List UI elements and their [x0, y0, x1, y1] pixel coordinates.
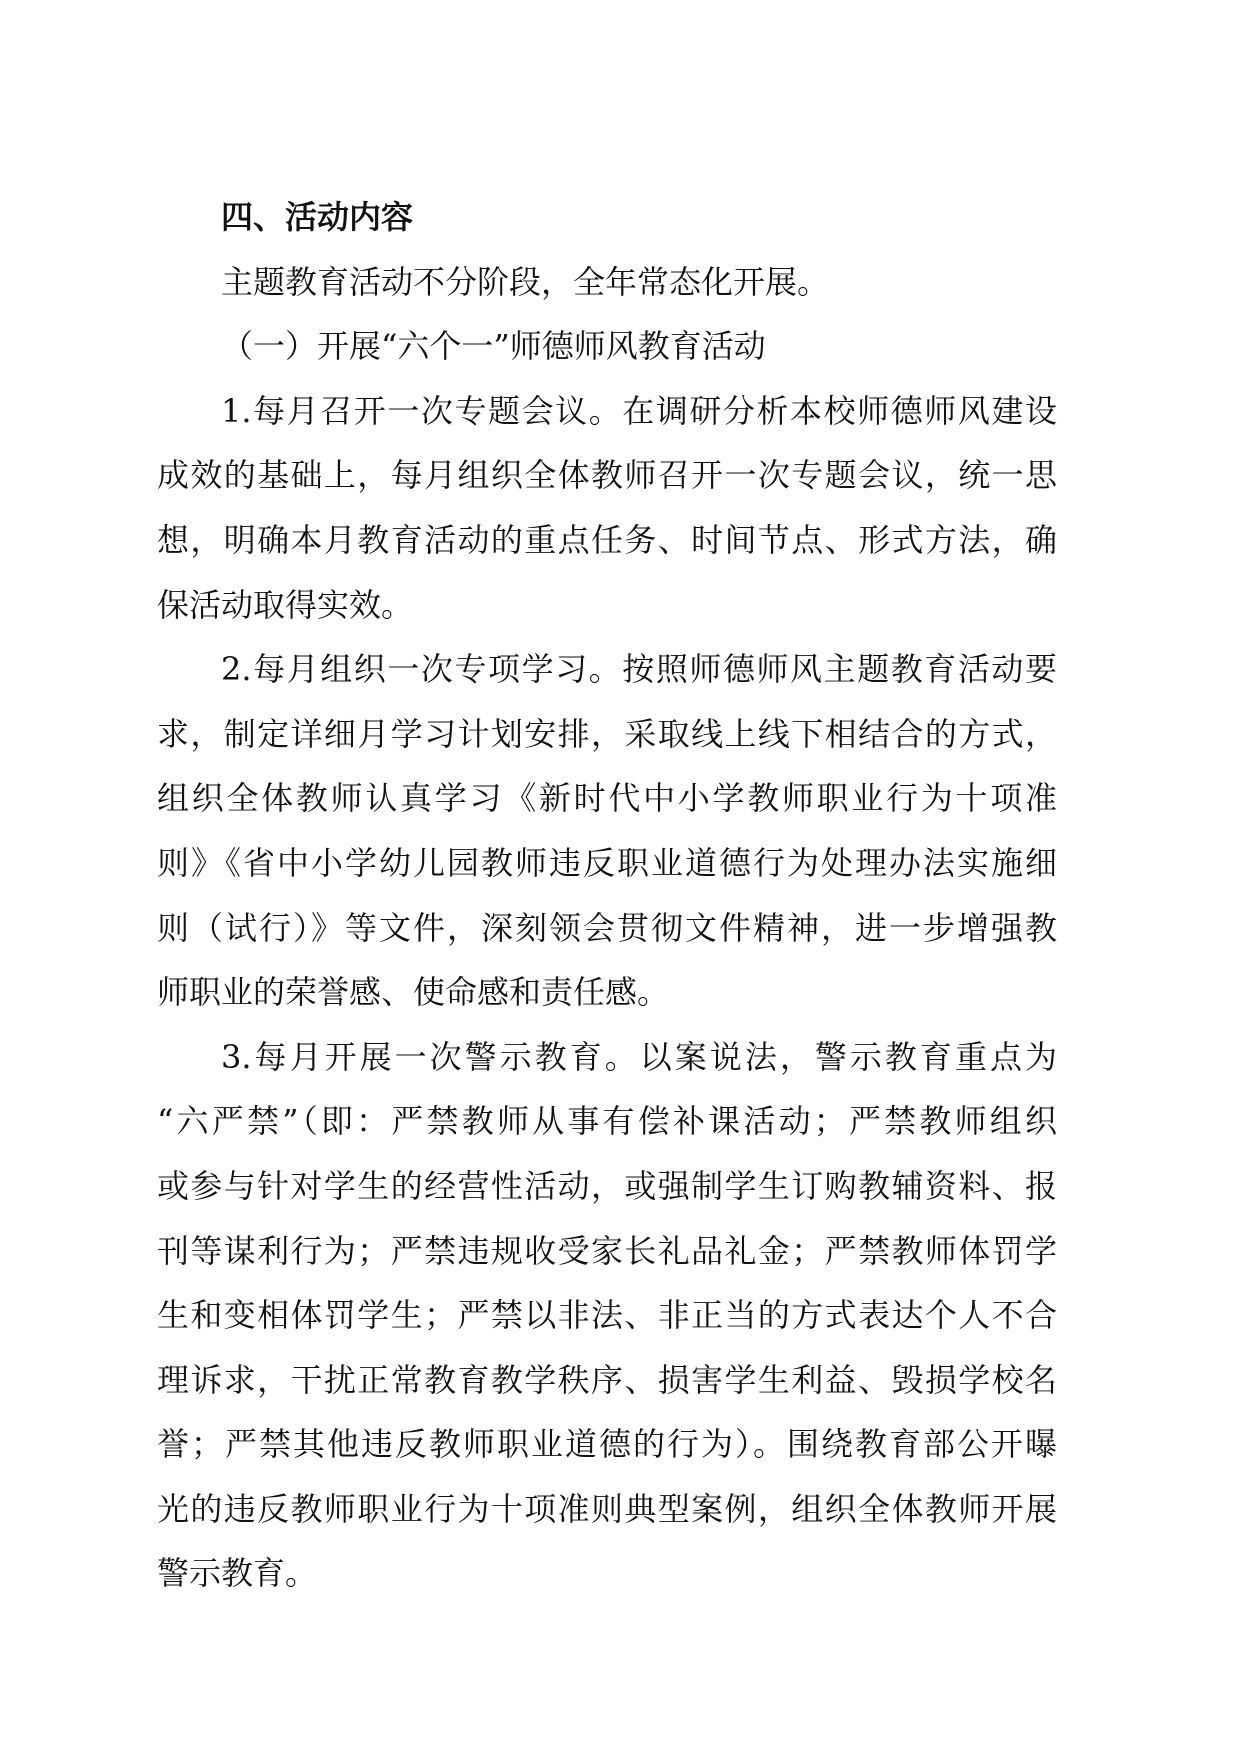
paragraph-line: 则（试行）》等文件，深刻领会贯彻文件精神，进一步增强教: [157, 908, 1057, 947]
paragraph-item-3: [157, 1025, 1057, 1606]
intro-paragraph: 主题教育活动不分阶段，全年常态化开展。: [221, 262, 830, 301]
paragraph-line: 理诉求，干扰正常教育教学秩序、损害学生利益、毁损学校名: [157, 1360, 1057, 1399]
paragraph-line: 组织全体教师认真学习《新时代中小学教师职业行为十项准: [157, 779, 1057, 818]
paragraph-line: 想，明确本月教育活动的重点任务、时间节点、形式方法，确: [157, 520, 1057, 559]
paragraph-line: 或参与针对学生的经营性活动，或强制学生订购教辅资料、报: [157, 1166, 1057, 1205]
subheading: （一）开展“六个一”师德师风教育活动: [221, 327, 766, 366]
paragraph-line: 光的违反教师职业行为十项准则典型案例，组织全体教师开展: [157, 1489, 1057, 1528]
paragraph-line: 求，制定详细月学习计划安排，采取线上线下相结合的方式，: [157, 714, 1057, 753]
paragraph-line: 刊等谋利行为；严禁违规收受家长礼品礼金；严禁教师体罚学: [157, 1231, 1057, 1270]
section-heading: 四、活动内容: [221, 198, 414, 236]
paragraph-line: “六严禁”（即：严禁教师从事有偿补课活动；严禁教师组织: [157, 1102, 1057, 1141]
paragraph-line: 3.每月开展一次警示教育。以案说法，警示教育重点为: [221, 1037, 1057, 1076]
paragraph-line: 誉；严禁其他违反教师职业道德的行为）。围绕教育部公开曝: [157, 1425, 1057, 1464]
paragraph-line: 警示教育。: [157, 1554, 318, 1593]
paragraph-line: 生和变相体罚学生；严禁以非法、非正当的方式表达个人不合: [157, 1296, 1057, 1335]
paragraph-line: 1.每月召开一次专题会议。在调研分析本校师德师风建设: [221, 391, 1057, 430]
paragraph-item-2: [157, 637, 1057, 1025]
paragraph-line: 2.每月组织一次专项学习。按照师德师风主题教育活动要: [221, 650, 1057, 689]
paragraph-item-1: [157, 379, 1057, 637]
paragraph-line: 成效的基础上，每月组织全体教师召开一次专题会议，统一思: [157, 456, 1057, 495]
paragraph-line: 师职业的荣誉感、使命感和责任感。: [157, 973, 670, 1012]
document-body: [157, 185, 1057, 1606]
paragraph-line: 则》《省中小学幼儿园教师违反职业道德行为处理办法实施细: [157, 843, 1057, 882]
paragraph-line: 保活动取得实效。: [157, 585, 414, 624]
